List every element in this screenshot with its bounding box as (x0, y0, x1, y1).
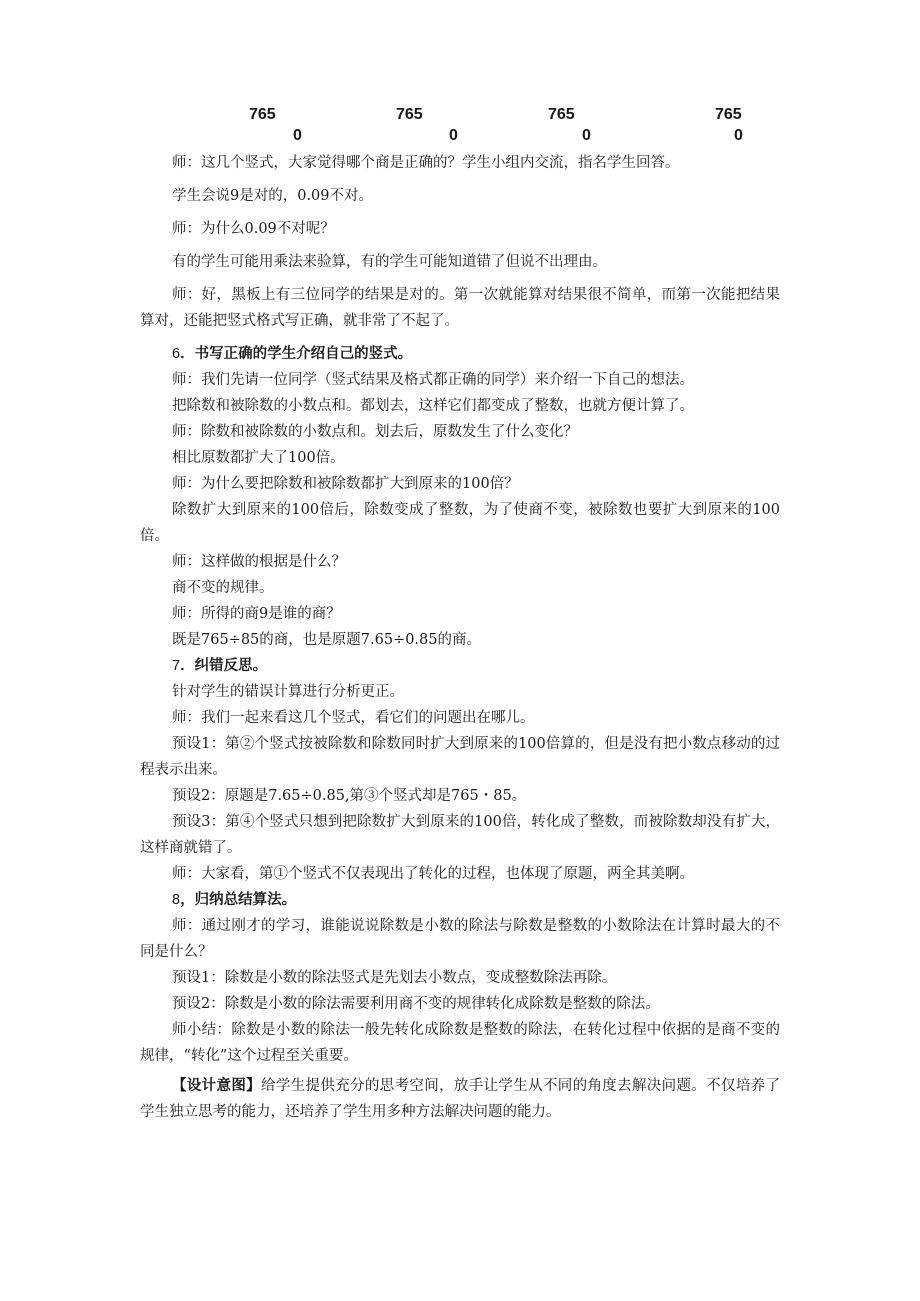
calculation-dividend: 765 (249, 106, 276, 123)
paragraph: 预设1：第②个竖式按被除数和除数同时扩大到原来的100倍算的，但是没有把小数点移动的过程表示出来。 (140, 736, 780, 778)
heading-number: 8 (172, 892, 181, 908)
paragraph: 师：大家看，第①个竖式不仅表现出了转化的过程，也体现了原题，两全其美啊。 (172, 866, 694, 882)
calculation-remainder: 0 (734, 127, 743, 144)
heading-number: 7 (172, 658, 181, 674)
calculation-remainder: 0 (449, 127, 458, 144)
section-heading-6 (140, 341, 780, 367)
paragraph: 学生会说9是对的，0.09不对。 (172, 188, 374, 204)
calculation-remainder: 0 (582, 127, 591, 144)
calculation-dividend: 765 (715, 106, 742, 123)
design-intent-text: 给学生提供充分的思考空间，放手让学生从不同的角度去解决问题。不仅培养了学生独立思考的能力，还培养了学生用多种方法解决问题的能力。 (140, 1078, 781, 1120)
design-intent-paragraph (140, 1073, 780, 1125)
section-heading-8 (140, 887, 780, 913)
paragraph: 预设2：除数是小数的除法需要利用商不变的规律转化成除数是整数的除法。 (172, 996, 660, 1012)
heading-text: ．纠错反思。 (180, 658, 268, 674)
paragraph: 师：好，黑板上有三位同学的结果是对的。第一次就能算对结果很不简单，而第一次能把结果算对，还能把竖式格式写正确，就非常了不起了。 (140, 287, 780, 329)
paragraph: 师：通过刚才的学习，谁能说说除数是小数的除法与除数是整数的小数除法在计算时最大的不同是什么？ (140, 918, 780, 960)
section-heading-7 (140, 653, 780, 679)
vertical-calculations-row (0, 104, 920, 152)
paragraph: 有的学生可能用乘法来验算，有的学生可能知道错了但说不出理由。 (172, 254, 607, 270)
paragraph: 师：除数和被除数的小数点和。划去后，原数发生了什么变化？ (172, 424, 578, 440)
paragraph: 师：这样做的根据是什么？ (172, 554, 346, 570)
heading-text: ，归纳总结算法。 (180, 892, 297, 908)
calculation-dividend: 765 (548, 106, 575, 123)
paragraph: 预设3：第④个竖式只想到把除数扩大到原来的100倍，转化成了整数，而被除数却没有扩大，这样商就错了。 (140, 814, 780, 856)
calculation-remainder: 0 (293, 127, 302, 144)
design-intent-tag: 【设计意图】 (172, 1077, 262, 1094)
vertical-calculation-3 (548, 104, 591, 146)
paragraph: 预设2：原题是7.65÷0.85,第③个竖式却是765・85。 (172, 788, 527, 804)
paragraph: 师：所得的商9是谁的商？ (172, 606, 341, 622)
heading-number: 6 (172, 346, 181, 362)
paragraph: 师：我们先请一位同学（竖式结果及格式都正确的同学）来介绍一下自己的想法。 (172, 372, 694, 388)
paragraph: 既是765÷85的商，也是原题7.65÷0.85的商。 (172, 632, 481, 648)
lesson-text (140, 150, 780, 1125)
paragraph: 师：这几个竖式，大家觉得哪个商是正确的？学生小组内交流，指名学生回答。 (172, 155, 680, 171)
paragraph: 商不变的规律。 (172, 580, 274, 596)
paragraph: 师小结：除数是小数的除法一般先转化成除数是整数的除法，在转化过程中依据的是商不变的规律，“转化”这个过程至关重要。 (140, 1022, 780, 1064)
paragraph: 针对学生的错误计算进行分析更正。 (172, 684, 404, 700)
vertical-calculation-2 (396, 104, 458, 146)
paragraph: 相比原数都扩大了100倍。 (172, 450, 345, 466)
paragraph: 预设1：除数是小数的除法竖式是先划去小数点，变成整数除法再除。 (172, 970, 617, 986)
paragraph: 师：为什么0.09不对呢？ (172, 221, 335, 237)
calculation-dividend: 765 (396, 106, 423, 123)
heading-text: ．书写正确的学生介绍自己的竖式。 (180, 346, 413, 362)
vertical-calculation-4 (715, 104, 743, 146)
paragraph: 师：我们一起来看这几个竖式，看它们的问题出在哪儿。 (172, 710, 535, 726)
paragraph: 除数扩大到原来的100倍后，除数变成了整数，为了使商不变，被除数也要扩大到原来的100倍。 (140, 502, 780, 544)
paragraph: 把除数和被除数的小数点和。都划去，这样它们都变成了整数，也就方便计算了。 (172, 398, 694, 414)
paragraph: 师：为什么要把除数和被除数都扩大到原来的100倍？ (172, 476, 519, 492)
vertical-calculation-1 (249, 104, 302, 146)
